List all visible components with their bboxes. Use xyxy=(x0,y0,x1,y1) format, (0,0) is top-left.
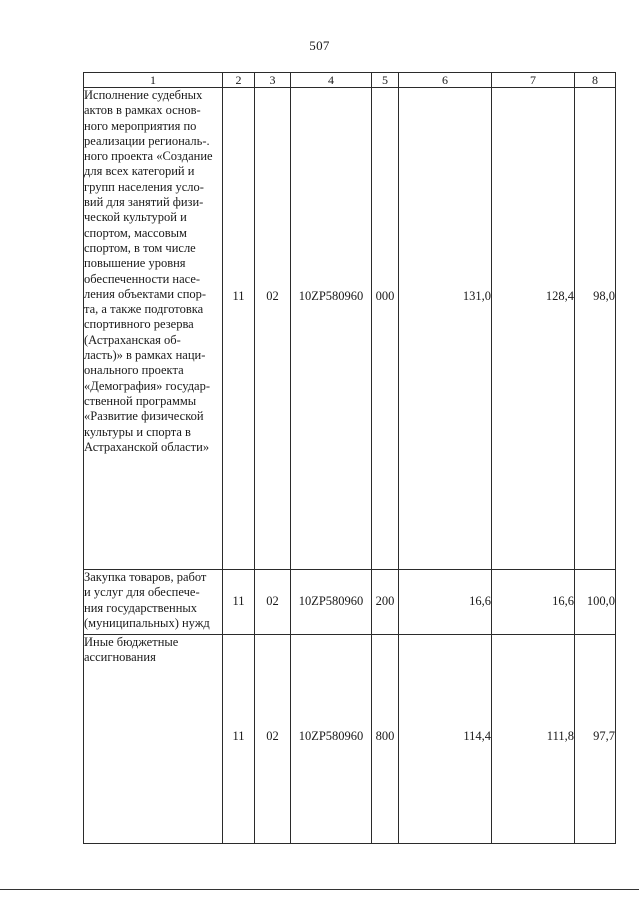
column-header-7: 7 xyxy=(492,73,575,88)
section-cell: 11 xyxy=(223,88,255,570)
target-article-cell: 10ZP580960 xyxy=(291,88,372,570)
subsection-cell: 02 xyxy=(255,570,291,635)
column-header-3: 3 xyxy=(255,73,291,88)
column-header-1: 1 xyxy=(84,73,223,88)
target-article-cell: 10ZP580960 xyxy=(291,635,372,844)
executed-cell: 111,8 xyxy=(492,635,575,844)
page-bottom-rule xyxy=(0,889,639,890)
column-header-6: 6 xyxy=(399,73,492,88)
plan-cell: 114,4 xyxy=(399,635,492,844)
executed-cell: 128,4 xyxy=(492,88,575,570)
row-name-cell: Исполнение судебных актов в рамках основ- ного мероприятия по реализации региональ-. ного проекта «Создание для всех категорий и групп населения усло- вий для занятий физи- ческой культурой и спортом, массовым спортом, в том числе повышение уровня обеспеченности насе- ления объектами спор- та, а также подготовка спортивного резерва (Астраханская об- ласть)» в рамках наци- онального проекта «Демография» государ- ственной программы «Развитие физической культуры и спорта в Астраханской области» xyxy=(84,88,223,570)
target-article-cell: 10ZP580960 xyxy=(291,570,372,635)
header-row xyxy=(84,73,616,88)
table-row xyxy=(84,88,616,570)
executed-cell: 16,6 xyxy=(492,570,575,635)
table-row xyxy=(84,635,616,844)
table-header xyxy=(84,73,616,88)
column-header-8: 8 xyxy=(575,73,616,88)
budget-execution-table xyxy=(83,72,616,844)
page-number: 507 xyxy=(309,38,330,53)
expense-type-cell: 000 xyxy=(372,88,399,570)
percent-cell: 100,0 xyxy=(575,570,616,635)
percent-cell: 97,7 xyxy=(575,635,616,844)
row-name-cell: Закупка товаров, работ и услуг для обеспече- ния государственных (муниципальных) нужд xyxy=(84,570,223,635)
column-header-5: 5 xyxy=(372,73,399,88)
subsection-cell: 02 xyxy=(255,88,291,570)
section-cell: 11 xyxy=(223,570,255,635)
column-header-4: 4 xyxy=(291,73,372,88)
section-cell: 11 xyxy=(223,635,255,844)
expense-type-cell: 800 xyxy=(372,635,399,844)
plan-cell: 131,0 xyxy=(399,88,492,570)
subsection-cell: 02 xyxy=(255,635,291,844)
plan-cell: 16,6 xyxy=(399,570,492,635)
percent-cell: 98,0 xyxy=(575,88,616,570)
expense-type-cell: 200 xyxy=(372,570,399,635)
column-header-2: 2 xyxy=(223,73,255,88)
row-name-cell: Иные бюджетные ассигнования xyxy=(84,635,223,844)
table-row xyxy=(84,570,616,635)
